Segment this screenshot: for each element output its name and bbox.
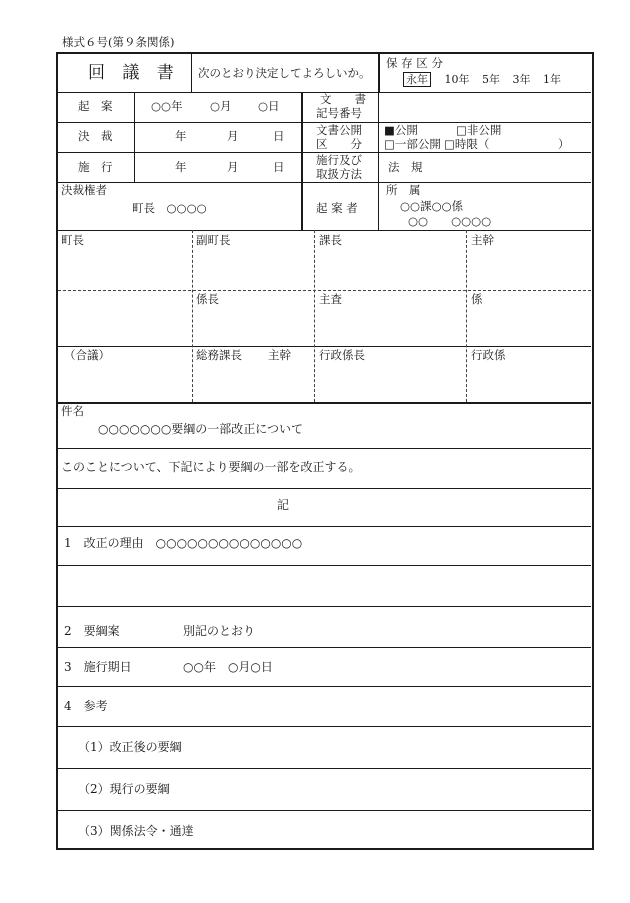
rule bbox=[58, 448, 591, 449]
disclosure-private-checkbox[interactable]: □非公開 bbox=[456, 123, 502, 137]
disclosure-label: 区 分 bbox=[316, 137, 362, 151]
drafted-month: ○月 bbox=[210, 99, 232, 113]
approver-mayor: 町長 bbox=[61, 233, 84, 247]
form-title: 回 議 書 bbox=[88, 63, 180, 83]
rule-thick bbox=[58, 402, 591, 404]
rule bbox=[58, 565, 591, 566]
rule-v-dashed bbox=[314, 230, 315, 402]
rule bbox=[58, 488, 591, 489]
rule bbox=[58, 606, 591, 607]
circular-document-form bbox=[56, 52, 594, 850]
rule bbox=[58, 768, 591, 769]
retention-label: 保 存 区 分 bbox=[386, 56, 443, 70]
drafted-year: ○○年 bbox=[151, 99, 183, 113]
handling-label: 施行及び bbox=[316, 153, 362, 167]
instruction-text: 次のとおり決定してよろしいか。 bbox=[198, 66, 371, 80]
approver-general-affairs-chief: 総務課長 bbox=[196, 348, 242, 362]
reference-current: （2）現行の要綱 bbox=[78, 782, 170, 796]
authority-label: 決裁権者 bbox=[61, 183, 107, 197]
retention-option[interactable]: 1年 bbox=[543, 73, 561, 86]
item-2-value: 別記のとおり bbox=[183, 624, 256, 638]
dept-value: ○○課○○係 bbox=[400, 199, 464, 213]
approver-admin-staff: 行政係 bbox=[471, 348, 506, 362]
handling-value: 法 規 bbox=[388, 160, 423, 174]
approver-subsection-chief: 係長 bbox=[196, 292, 219, 306]
item-4-reference: 4 参考 bbox=[64, 699, 108, 713]
rule-v bbox=[134, 92, 135, 182]
rule bbox=[58, 647, 591, 648]
item-3-value: ○○年 ○月○日 bbox=[183, 660, 273, 674]
disclosure-public-checkbox[interactable]: ■公開 bbox=[384, 123, 418, 137]
enforced-year: 年 bbox=[175, 160, 187, 174]
statement-text: このことについて、下記により要綱の一部を改正する。 bbox=[61, 460, 361, 474]
joint-review-label: （合議） bbox=[64, 348, 110, 362]
item-2-label: 2 要綱案 bbox=[64, 624, 120, 638]
retention-option[interactable]: 10年 bbox=[444, 73, 470, 86]
authority-value: 町長 ○○○○ bbox=[132, 201, 207, 215]
approver-senior-staff: 主査 bbox=[319, 292, 342, 306]
decided-month: 月 bbox=[227, 129, 239, 143]
approver-staff: 係 bbox=[471, 292, 483, 306]
subject-value: ○○○○○○○要綱の一部改正について bbox=[98, 422, 304, 436]
reference-revised: （1）改正後の要綱 bbox=[78, 740, 182, 754]
disclosure-label: 文書公開 bbox=[316, 123, 362, 137]
disclosure-close-paren: ） bbox=[558, 137, 570, 151]
retention-options bbox=[403, 73, 561, 86]
drafter-label: 起 案 者 bbox=[316, 201, 358, 215]
doc-number-label: 記号番号 bbox=[316, 106, 362, 120]
rule-v bbox=[378, 54, 380, 92]
dept-label: 所 属 bbox=[386, 183, 421, 197]
enforced-label: 施 行 bbox=[78, 160, 113, 174]
approver-section-chief: 課長 bbox=[319, 233, 342, 247]
approver-admin-subsection-chief: 行政係長 bbox=[319, 348, 365, 362]
rule-v-dashed bbox=[192, 230, 193, 402]
drafter-name: ○○ ○○○○ bbox=[408, 214, 492, 228]
decided-year: 年 bbox=[175, 129, 187, 143]
rule bbox=[58, 230, 591, 231]
drafted-label: 起 案 bbox=[78, 99, 113, 113]
approver-general-affairs-director: 主幹 bbox=[268, 348, 291, 362]
handling-label: 取扱方法 bbox=[316, 167, 362, 181]
form-number-caption: 様式６号(第９条関係) bbox=[62, 35, 175, 49]
decided-day: 日 bbox=[273, 129, 285, 143]
ki-heading: 記 bbox=[277, 498, 290, 512]
decided-label: 決 裁 bbox=[78, 129, 113, 143]
rule-dashed bbox=[58, 290, 591, 291]
enforced-day: 日 bbox=[273, 160, 285, 174]
rule-v-dashed bbox=[466, 230, 467, 402]
disclosure-partial-checkbox[interactable]: □一部公開 bbox=[384, 137, 441, 151]
rule-v bbox=[301, 92, 303, 230]
rule bbox=[58, 526, 591, 527]
rule bbox=[58, 182, 591, 183]
rule bbox=[58, 686, 591, 687]
disclosure-limited-checkbox[interactable]: □時限（ bbox=[444, 137, 490, 151]
item-1-reason: 1 改正の理由 ○○○○○○○○○○○○○○ bbox=[64, 536, 303, 550]
item-3-label: 3 施行期日 bbox=[64, 660, 132, 674]
enforced-month: 月 bbox=[227, 160, 239, 174]
retention-option[interactable]: 3年 bbox=[512, 73, 531, 86]
rule bbox=[58, 726, 591, 727]
retention-option[interactable]: 5年 bbox=[482, 73, 500, 86]
doc-number-label: 文 書 bbox=[320, 92, 366, 106]
rule-v bbox=[191, 54, 192, 92]
approver-director: 主幹 bbox=[471, 233, 494, 247]
rule-v bbox=[378, 92, 379, 230]
subject-label: 件名 bbox=[61, 404, 84, 418]
rule bbox=[58, 810, 591, 811]
drafted-day: ○日 bbox=[258, 99, 280, 113]
approver-deputy-mayor: 副町長 bbox=[196, 233, 231, 247]
rule bbox=[58, 346, 591, 347]
reference-laws: （3）関係法令・通達 bbox=[78, 824, 194, 838]
retention-selected[interactable]: 永年 bbox=[403, 72, 431, 87]
